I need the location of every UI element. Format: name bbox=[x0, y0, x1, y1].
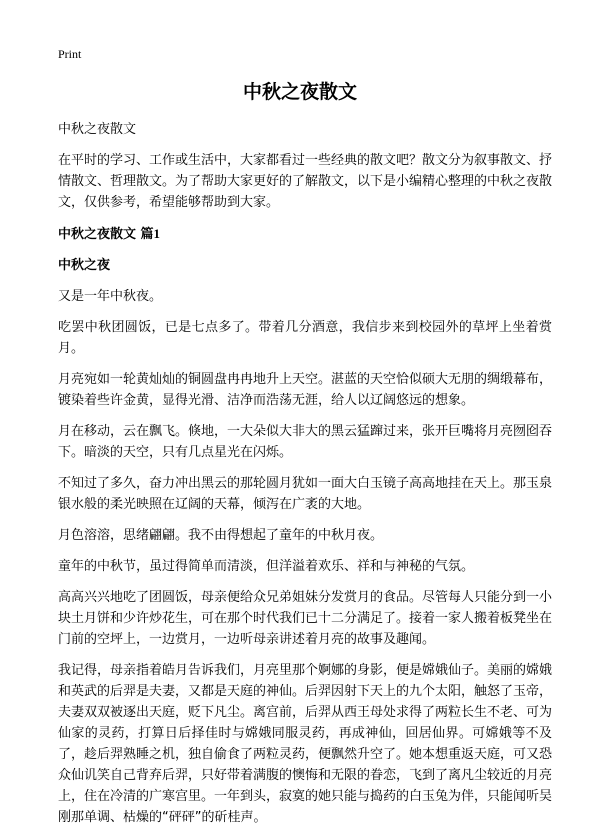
essay-paragraph: 又是一年中秋夜。 bbox=[58, 289, 163, 304]
essay-paragraph: 月色溶溶，思绪翩翩。我不由得想起了童年的中秋月夜。 bbox=[58, 528, 384, 543]
essay-title: 中秋之夜 bbox=[58, 258, 111, 273]
essay-paragraph: 月在移动，云在飘飞。倏地，一大朵似大非大的黑云猛蹿过来，张开巨嘴将月亮囫囵吞下。暗淡的天空，只有几点星光在闪烁。 bbox=[58, 424, 553, 460]
document-body bbox=[58, 119, 552, 838]
intro-paragraph: 在平时的学习、工作或生活中，大家都看过一些经典的散文吧？散文分为叙事散文、抒情散文、哲理散文。为了帮助大家更好的了解散文，以下是小编精心整理的中秋之夜散文，仅供参考，希望能够帮助到大家。 bbox=[58, 153, 553, 210]
page-title: 中秋之夜散文 bbox=[242, 81, 357, 103]
essay-paragraph: 童年的中秋节，虽过得简单而清淡，但洋溢着欢乐、祥和与神秘的气氛。 bbox=[58, 559, 475, 574]
print-label: Print bbox=[58, 47, 82, 61]
essay-paragraph: 月亮宛如一轮黄灿灿的铜圆盘冉冉地升上天空。湛蓝的天空恰似硕大无朋的绸缎幕布，镀染着些许金黄，显得光滑、洁净而浩荡无涯，给人以辽阔悠远的想象。 bbox=[58, 372, 553, 408]
essay-paragraph: 我记得，母亲指着皓月告诉我们，月亮里那个婀娜的身影，便是嫦娥仙子。美丽的嫦娥和英武的后羿是夫妻，又都是天庭的神仙。后羿因射下天上的九个太阳，触怒了玉帝，夫妻双双被逐出天庭，贬下凡尘。离宫前，后羿从西王母处求得了两粒长生不老、可为仙家的灵药，打算日后择佳时与嫦娥同服灵药，再成神仙，回居仙界。可嫦娥等不及了，趁后羿熟睡之机，独自偷食了两粒灵药，便飘然升空了。她本想重返天庭，可又恐众仙讥笑自己背弃后羿，只好带着满腹的懊悔和无限的眷恋，飞到了离凡尘较近的月亮上，住在冷清的广寒宫里。一年到头，寂寞的她只能与捣药的白玉兔为伴，只能闻听吴刚那单调、枯燥的“砰砰”的斫桂声。 bbox=[58, 663, 553, 825]
essay-paragraph: 高高兴兴地吃了团圆饭，母亲便给众兄弟姐妹分发赏月的食品。尽管每人只能分到一小块土月饼和少许炒花生，可在那个时代我们已十二分满足了。接着一家人搬着板凳坐在门前的空坪上，一边赏月，一边听母亲讲述着月亮的故事及趣闻。 bbox=[58, 590, 553, 647]
essay-paragraph: 吃罢中秋团圆饭，已是七点多了。带着几分酒意，我信步来到校园外的草坪上坐着赏月。 bbox=[58, 320, 552, 356]
section-heading bbox=[58, 223, 552, 245]
section-heading-number: 篇1 bbox=[140, 226, 161, 241]
section-heading-text: 中秋之夜散文 bbox=[58, 227, 141, 242]
essay-paragraph: 不知过了多久，奋力冲出黑云的那轮圆月犹如一面大白玉镜子高高地挂在天上。那玉泉银水般的柔光映照在辽阔的天幕，倾泻在广袤的大地。 bbox=[58, 476, 553, 512]
document-subtitle: 中秋之夜散文 bbox=[58, 122, 137, 137]
